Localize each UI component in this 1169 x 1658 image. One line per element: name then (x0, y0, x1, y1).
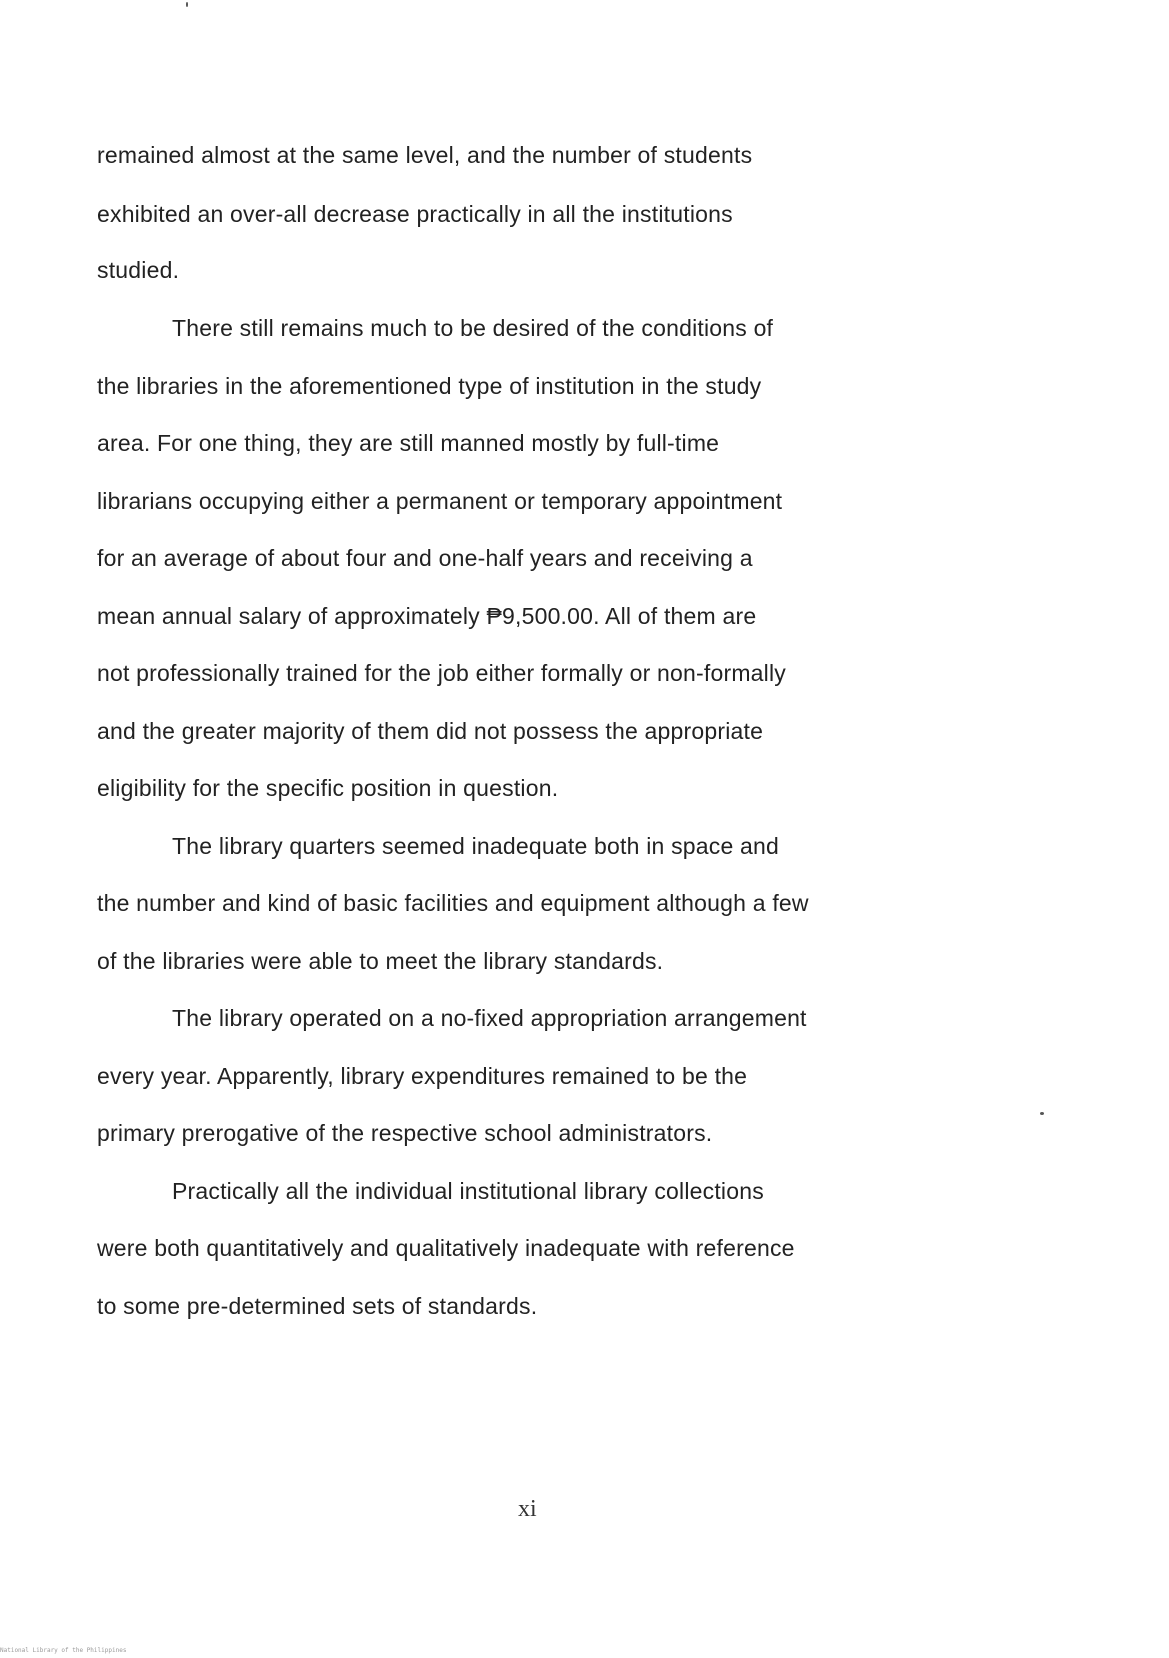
text-line: were both quantitatively and qualitatively inadequate with reference (97, 1235, 795, 1261)
text-line: of the libraries were able to meet the library standards. (97, 948, 664, 974)
page-number: xi (518, 1496, 537, 1522)
text-line: the number and kind of basic facilities and equipment although a few (97, 890, 809, 916)
text-line: not professionally trained for the job either formally or non-formally (97, 660, 786, 686)
text-line: for an average of about four and one-half years and receiving a (97, 545, 753, 571)
scan-footer: National Library of the Philippines (0, 1647, 127, 1654)
text-line: area. For one thing, they are still manned mostly by full-time (97, 430, 720, 456)
text-line: studied. (97, 257, 180, 283)
text-line: every year. Apparently, library expenditures remained to be the (97, 1063, 748, 1089)
scan-speck (186, 2, 188, 7)
text-line: the libraries in the aforementioned type of institution in the study (97, 373, 762, 399)
text-line: and the greater majority of them did not possess the appropriate (97, 718, 764, 744)
scan-speck (1040, 1112, 1044, 1115)
text-line: to some pre-determined sets of standards. (97, 1293, 538, 1319)
text-line: primary prerogative of the respective school administrators. (97, 1120, 713, 1146)
text-line: The library quarters seemed inadequate both in space and (172, 833, 780, 859)
text-line: The library operated on a no-fixed appropriation arrangement (172, 1005, 807, 1031)
text-line: exhibited an over-all decrease practically in all the institutions (97, 201, 733, 227)
text-line: librarians occupying either a permanent or temporary appointment (97, 488, 783, 514)
text-line: eligibility for the specific position in question. (97, 775, 559, 801)
text-line: remained almost at the same level, and the number of students (97, 142, 753, 168)
text-line: Practically all the individual institutional library collections (172, 1178, 764, 1204)
text-line: mean annual salary of approximately ₱9,500.00. All of them are (97, 603, 757, 629)
text-line: There still remains much to be desired of the conditions of (172, 315, 774, 341)
